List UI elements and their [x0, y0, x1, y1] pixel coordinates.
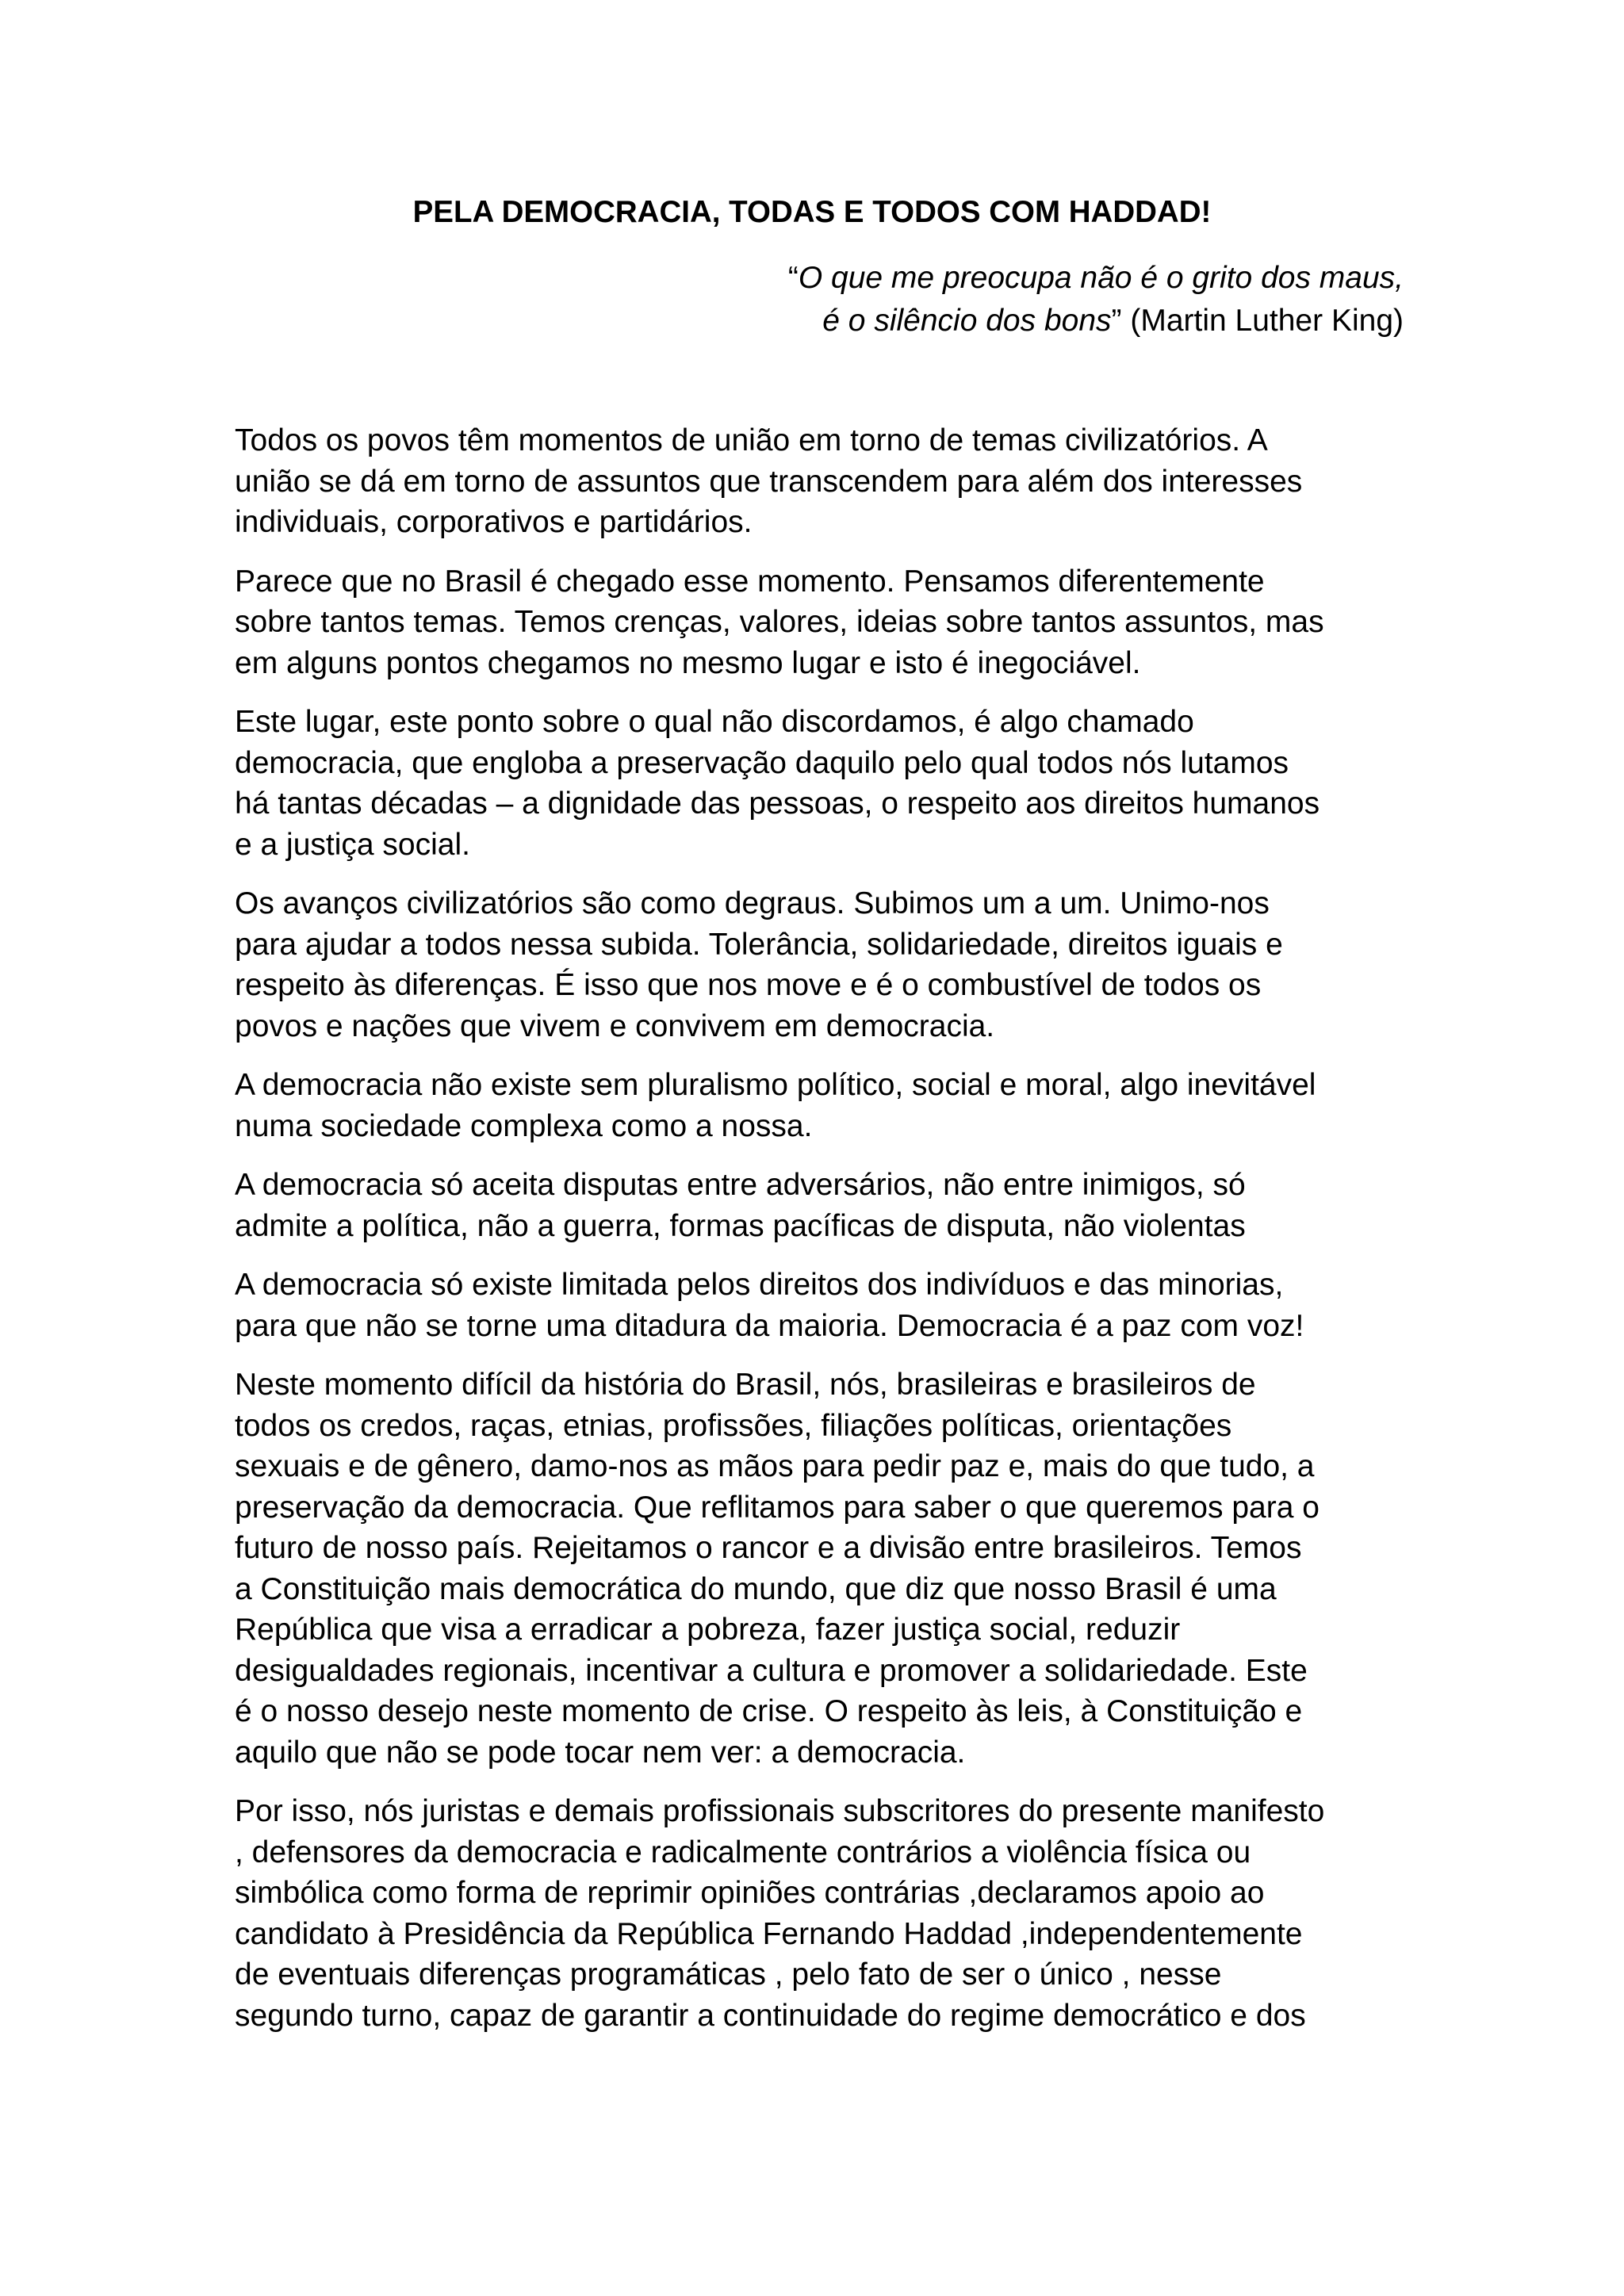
paragraph	[235, 1265, 1400, 1346]
paragraph	[235, 1065, 1400, 1146]
paragraph-line: A democracia só aceita disputas entre adversários, não entre inimigos, só	[235, 1168, 1246, 1202]
paragraph-line: democracia, que engloba a preservação daquilo pelo qual todos nós lutamos	[235, 745, 1289, 780]
paragraph-line: A democracia só existe limitada pelos direitos dos indivíduos e das minorias,	[235, 1268, 1284, 1302]
paragraph	[235, 1364, 1400, 1773]
paragraph-line: preservação da democracia. Que reflitamos para saber o que queremos para o	[235, 1490, 1320, 1525]
paragraph	[235, 702, 1400, 865]
paragraph-line: segundo turno, capaz de garantir a continuidade do regime democrático e dos	[235, 1998, 1306, 2033]
paragraph-line: , defensores da democracia e radicalmente contrários a violência física ou	[235, 1835, 1251, 1869]
epigraph-line-2	[714, 300, 1404, 342]
epigraph-quote	[714, 257, 1404, 342]
paragraph-line: Neste momento difícil da história do Brasil, nós, brasileiras e brasileiros de	[235, 1368, 1256, 1402]
epigraph-line-1	[714, 257, 1404, 300]
paragraph-line: Os avanços civilizatórios são como degraus. Subimos um a um. Unimo-nos	[235, 886, 1270, 920]
paragraph-line: admite a política, não a guerra, formas pacíficas de disputa, não violentas	[235, 1208, 1246, 1243]
paragraph-line: futuro de nosso país. Rejeitamos o rancor e a divisão entre brasileiros. Temos	[235, 1531, 1302, 1565]
paragraph	[235, 1791, 1400, 2036]
paragraph-line: sobre tantos temas. Temos crenças, valores, ideias sobre tantos assuntos, mas	[235, 605, 1324, 639]
quote-open-mark: “	[787, 261, 799, 295]
paragraph-line: sexuais e de gênero, damo-nos as mãos para pedir paz e, mais do que tudo, a	[235, 1449, 1315, 1483]
paragraph-line: A democracia não existe sem pluralismo político, social e moral, algo inevitável	[235, 1068, 1316, 1102]
paragraph-line: Por isso, nós juristas e demais profissionais subscritores do presente manifesto	[235, 1794, 1325, 1828]
paragraph-line: individuais, corporativos e partidários.	[235, 505, 753, 539]
paragraph-line: República que visa a erradicar a pobreza, fazer justiça social, reduzir	[235, 1613, 1181, 1647]
document-title: PELA DEMOCRACIA, TODAS E TODOS COM HADDAD!	[412, 195, 1212, 229]
paragraph	[235, 561, 1400, 684]
paragraph-line: a Constituição mais democrática do mundo, que diz que nosso Brasil é uma	[235, 1571, 1277, 1606]
paragraph-line: é o nosso desejo neste momento de crise. O respeito às leis, à Constituição e	[235, 1694, 1303, 1728]
paragraph-line: desigualdades regionais, incentivar a cultura e promover a solidariedade. Este	[235, 1653, 1308, 1688]
epigraph-italic-2: é o silêncio dos bons	[822, 304, 1112, 338]
paragraph-line: simbólica como forma de reprimir opiniões contrárias ,declaramos apoio ao	[235, 1876, 1265, 1910]
epigraph-attribution: ” (Martin Luther King)	[1111, 304, 1404, 338]
paragraph-line: respeito às diferenças. É isso que nos move e é o combustível de todos os	[235, 968, 1262, 1002]
paragraph-line: aquilo que não se pode tocar nem ver: a democracia.	[235, 1735, 966, 1770]
paragraph	[235, 420, 1400, 543]
paragraph-line: povos e nações que vivem e convivem em democracia.	[235, 1008, 995, 1043]
paragraph-line: em alguns pontos chegamos no mesmo lugar e isto é inegociável.	[235, 645, 1141, 680]
paragraph-line: todos os credos, raças, etnias, profissões, filiações políticas, orientações	[235, 1408, 1232, 1443]
paragraph	[235, 883, 1400, 1047]
epigraph-italic-1: O que me preocupa não é o grito dos maus,	[798, 261, 1404, 295]
paragraph-line: há tantas décadas – a dignidade das pessoas, o respeito aos direitos humanos	[235, 786, 1320, 821]
paragraph-line: união se dá em torno de assuntos que transcendem para além dos interesses	[235, 464, 1303, 499]
paragraph-line: Este lugar, este ponto sobre o qual não discordamos, é algo chamado	[235, 705, 1194, 739]
paragraph-line: de eventuais diferenças programáticas , pelo fato de ser o único , nesse	[235, 1957, 1222, 1992]
paragraph-line: candidato à Presidência da República Fernando Haddad ,independentemente	[235, 1916, 1303, 1951]
paragraph-line: para que não se torne uma ditadura da maioria. Democracia é a paz com voz!	[235, 1308, 1304, 1343]
paragraph	[235, 1165, 1400, 1246]
paragraph-line: Parece que no Brasil é chegado esse momento. Pensamos diferentemente	[235, 564, 1265, 599]
paragraph-line: e a justiça social.	[235, 827, 470, 862]
paragraph-line: Todos os povos têm momentos de união em torno de temas civilizatórios. A	[235, 423, 1268, 457]
paragraph-line: para ajudar a todos nessa subida. Tolerância, solidariedade, direitos iguais e	[235, 927, 1283, 962]
paragraph-line: numa sociedade complexa como a nossa.	[235, 1108, 813, 1143]
document-body	[235, 420, 1400, 2054]
